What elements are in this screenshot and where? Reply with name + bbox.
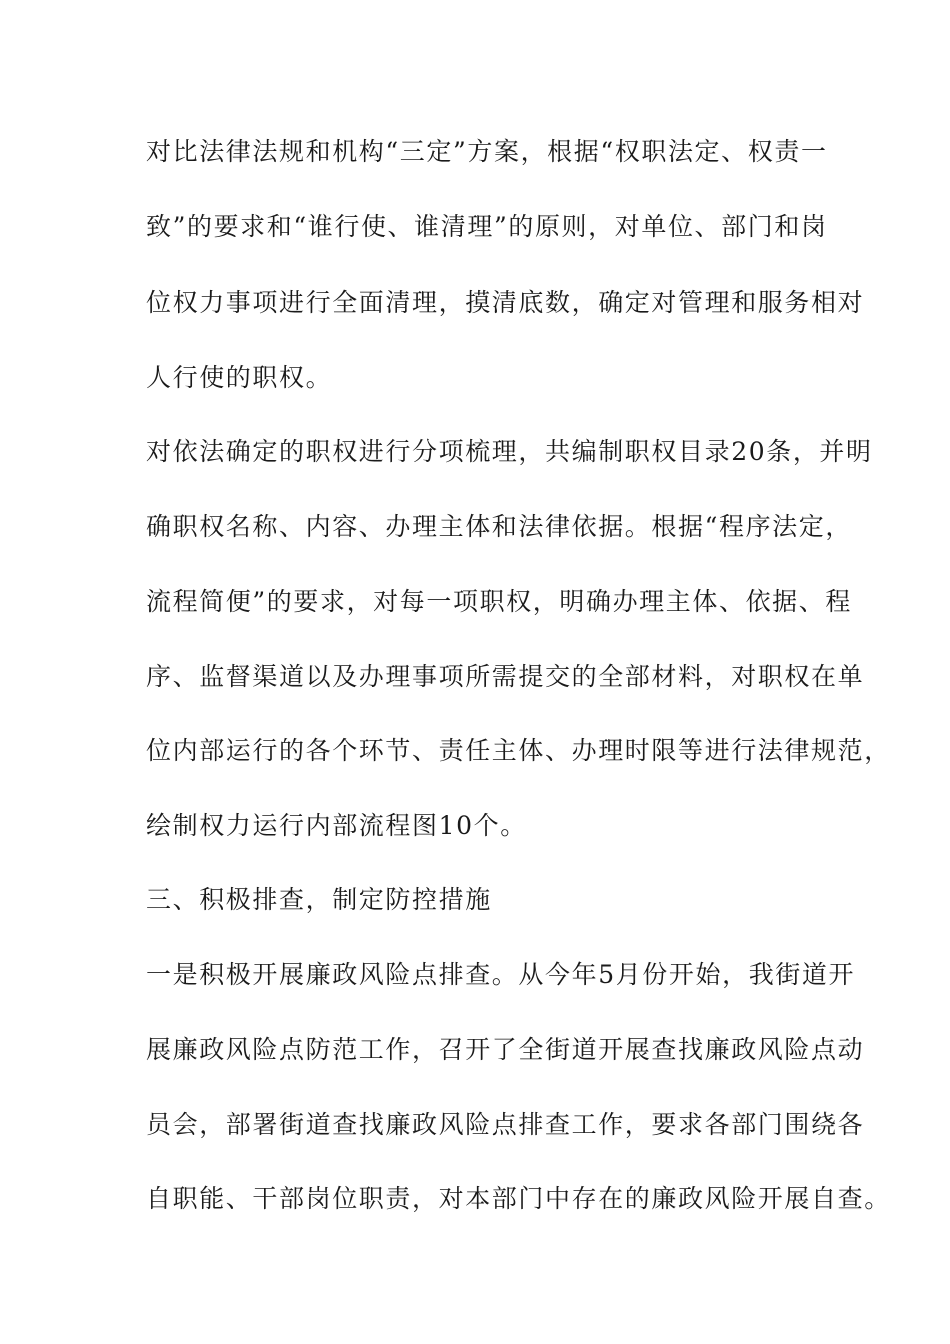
text-line: 位内部运行的各个环节、责任主体、办理时限等进行法律规范，: [146, 736, 891, 765]
text-line: 人行使的职权。: [146, 363, 333, 392]
text-line: 确职权名称、内容、办理主体和法律依据。根据“程序法定，: [146, 512, 852, 541]
text-line: 员会，部署街道查找廉政风险点排查工作，要求各部门围绕各: [146, 1110, 865, 1139]
text-line: 序、监督渠道以及办理事项所需提交的全部材料，对职权在单: [146, 662, 865, 691]
section-heading: 三、积极排查，制定防控措施: [146, 885, 492, 914]
text-line: 位权力事项进行全面清理，摸清底数，确定对管理和服务相对: [146, 288, 865, 317]
text-line: 对比法律法规和机构“三定”方案，根据“权职法定、权责一: [146, 137, 828, 166]
text-line: 对依法确定的职权进行分项梳理，共编制职权目录20条，并明: [146, 437, 873, 466]
text-line: 一是积极开展廉政风险点排查。从今年5月份开始，我街道开: [146, 960, 856, 989]
text-line: 展廉政风险点防范工作，召开了全街道开展查找廉政风险点动: [146, 1035, 865, 1064]
text-line: 绘制权力运行内部流程图10个。: [146, 811, 527, 840]
text-line: 自职能、干部岗位职责，对本部门中存在的廉政风险开展自查。: [146, 1184, 891, 1213]
text-line: 流程简便”的要求，对每一项职权，明确办理主体、依据、程: [146, 587, 852, 616]
text-line: 致”的要求和“谁行使、谁清理”的原则，对单位、部门和岗: [146, 212, 828, 241]
